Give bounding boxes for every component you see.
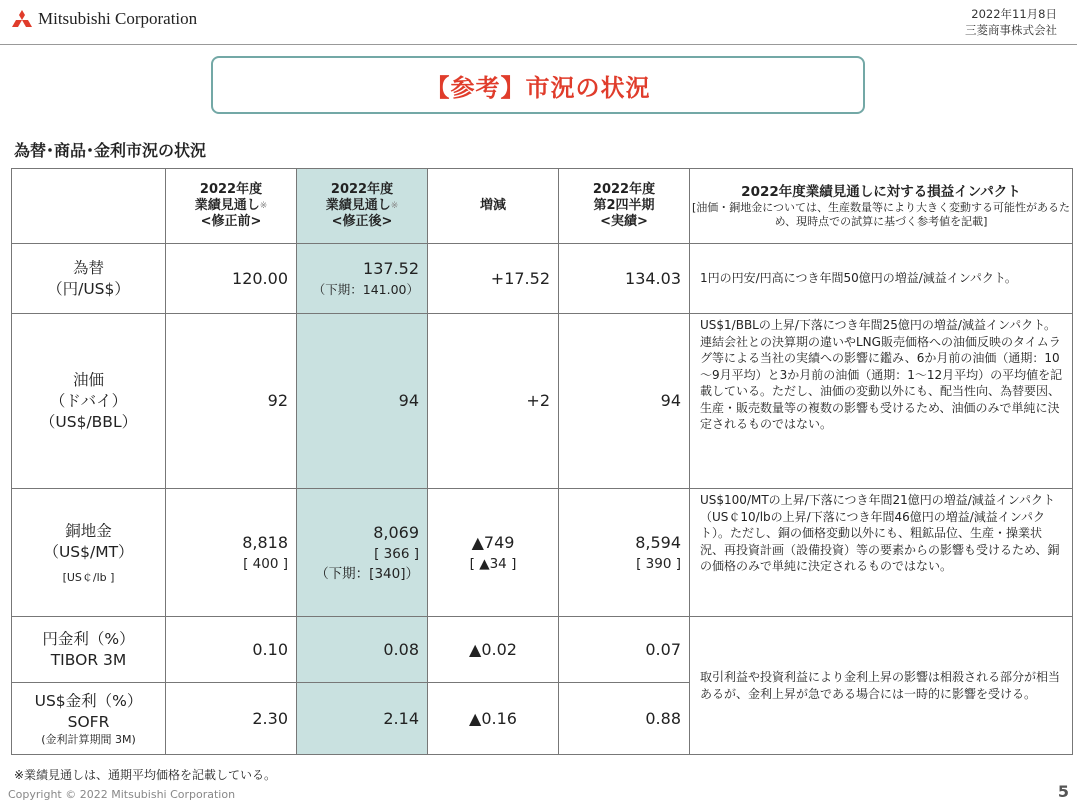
jpy-rate-before: 0.10 [166, 617, 297, 683]
oil-change: +2 [428, 314, 559, 489]
section-title: 為替･商品･金利市況の状況 [14, 141, 207, 160]
copper-change: ▲749 [ ▲34 ] [428, 489, 559, 617]
table-header-row [12, 169, 1073, 244]
usd-rate-before: 2.30 [166, 683, 297, 755]
header-company: 三菱商事株式会社 [965, 23, 1057, 37]
footnote: ※業績見通しは、通期平均価格を記載している。 [14, 768, 277, 782]
jpy-rate-q2: 0.07 [559, 617, 690, 683]
page-number: 5 [1057, 782, 1069, 801]
row-label-fx: 為替 （円/US$） [12, 244, 166, 314]
copper-after: 8,069 [ 366 ] （下期：[340]） [297, 489, 428, 617]
copyright: Copyright © 2022 Mitsubishi Corporation [8, 788, 236, 801]
jpy-rate-after: 0.08 [297, 617, 428, 683]
oil-after: 94 [297, 314, 428, 489]
table-row-oil [12, 314, 1073, 489]
company-logo [12, 8, 197, 30]
jpy-rate-change: ▲0.02 [428, 617, 559, 683]
row-label-oil: 油価 （ドバイ） （US$/BBL） [12, 314, 166, 489]
oil-before: 92 [166, 314, 297, 489]
oil-impact: US$1/BBLの上昇/下落につき年間25億円の増益/減益インパクト。連結会社との決算期の違いやLNG販売価格への油価反映のタイムラグ等による当社の実績への影響に鑑み、6か月前の油価（通期：10～9月平均）と3か月前の油価（通期：1～12月平均）の平均値を記載している。ただし、油価の変動以外にも、配当性向、為替要因、生産・販売数量等の複数の影響も受けるため、油価のみで単純に決定されるものではない。 [690, 314, 1073, 489]
market-table [11, 168, 1073, 755]
oil-q2: 94 [559, 314, 690, 489]
fx-change: +17.52 [428, 244, 559, 314]
row-label-usd-rate: US$金利（%） SOFR (金利計算期間 3M) [12, 683, 166, 755]
logo-text: Mitsubishi Corporation [38, 9, 198, 28]
header-date: 2022年11月8日 [971, 7, 1057, 21]
usd-rate-change: ▲0.16 [428, 683, 559, 755]
header-empty [12, 169, 166, 244]
header-info [965, 6, 1057, 38]
usd-rate-q2: 0.88 [559, 683, 690, 755]
table-row-jpy-rate [12, 617, 1073, 683]
copper-before: 8,818 [ 400 ] [166, 489, 297, 617]
rate-impact: 取引利益や投資利益により金利上昇の影響は相殺される部分が相当あるが、金利上昇が急である場合には一時的に影響を受ける。 [690, 617, 1073, 755]
copper-q2: 8,594 [ 390 ] [559, 489, 690, 617]
fx-impact: 1円の円安/円高につき年間50億円の増益/減益インパクト。 [690, 244, 1073, 314]
row-label-jpy-rate: 円金利（%） TIBOR 3M [12, 617, 166, 683]
header-change: 増減 [428, 169, 559, 244]
header-impact: 2022年度業績見通しに対する損益インパクト [油価・銅地金については、生産数量等により大きく変動する可能性があるため、現時点での試算に基づく参考値を記載] [690, 169, 1073, 244]
copper-impact: US$100/MTの上昇/下落につき年間21億円の増益/減益インパクト（US￠10/lbの上昇/下落につき年間46億円の増益/減益インパクト）。ただし、銅の価格変動以外にも、粗鉱品位、生産・操業状況、再投資計画（設備投資）等の要素からの影響も受けるため、銅の価格のみで単純に決定されるものではない。 [690, 489, 1073, 617]
header-before: 2022年度 業績見通し※ <修正前> [166, 169, 297, 244]
header-after: 2022年度 業績見通し※ <修正後> [297, 169, 428, 244]
table-row-fx [12, 244, 1073, 314]
header-q2: 2022年度 第2四半期 <実績> [559, 169, 690, 244]
fx-q2: 134.03 [559, 244, 690, 314]
page-title: 【参考】市況の状況 [425, 73, 651, 102]
three-diamonds-logo-icon [12, 10, 32, 28]
title-box [211, 56, 865, 114]
row-label-copper: 銅地金 （US$/MT） [US￠/lb ] [12, 489, 166, 617]
header-divider [0, 44, 1077, 45]
fx-after: 137.52 （下期：141.00） [297, 244, 428, 314]
table-row-copper [12, 489, 1073, 617]
usd-rate-after: 2.14 [297, 683, 428, 755]
fx-before: 120.00 [166, 244, 297, 314]
